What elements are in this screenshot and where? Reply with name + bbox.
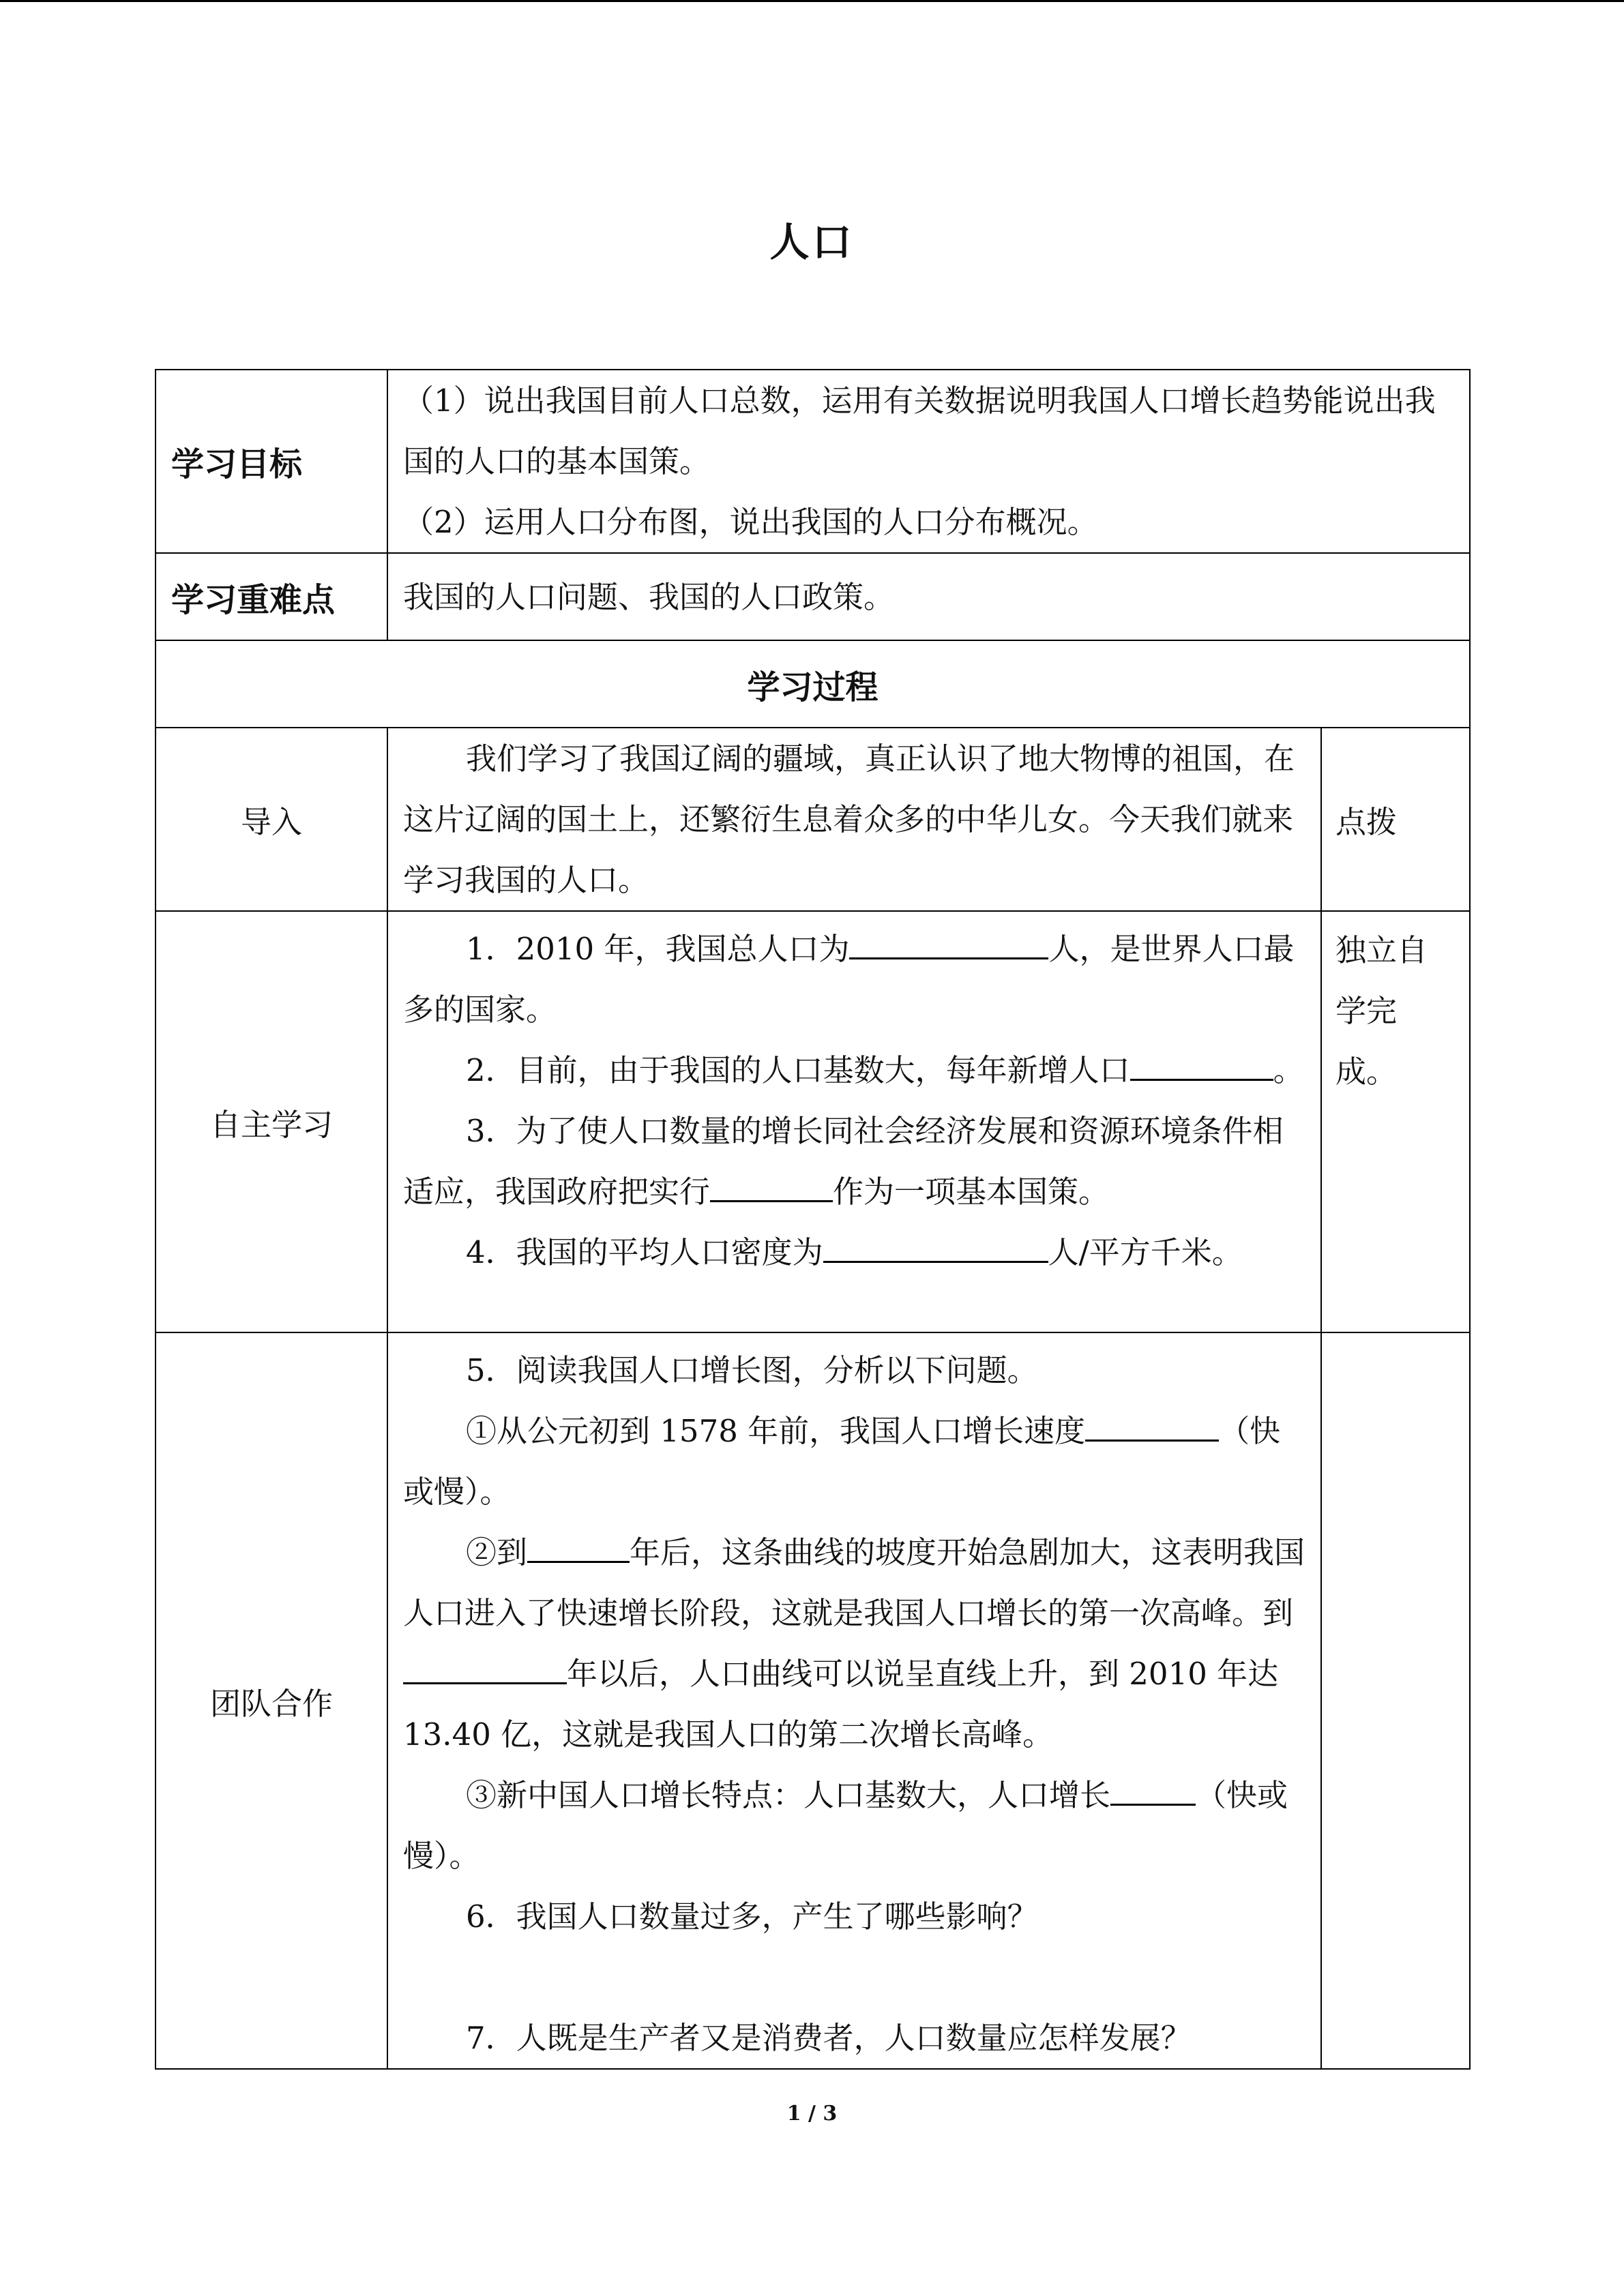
answer-blank-3[interactable]	[710, 1166, 833, 1202]
question-1	[403, 919, 1305, 1040]
question-1-end: 人，是世界人口最多的国家。	[403, 931, 1295, 1028]
question-5-3	[403, 1765, 1305, 1886]
answer-blank-5[interactable]	[1085, 1405, 1219, 1442]
question-5-1-end: （快或慢）。	[403, 1413, 1281, 1510]
page-top-border	[0, 0, 1624, 2]
question-5-2-end: 年以后，人口曲线可以说呈直线上升，到 2010 年达 13.40 亿，这就是我国人口的第二次增长高峰。	[403, 1656, 1279, 1753]
question-4-start: 4．我国的平均人口密度为	[466, 1234, 823, 1270]
question-2-start: 2．目前，由于我国的人口基数大，每年新增人口	[466, 1052, 1130, 1088]
teamwork-cell	[387, 1332, 1321, 2069]
question-2	[403, 1040, 1305, 1101]
self-study-label: 自主学习	[156, 911, 387, 1332]
keypoints-row	[156, 553, 1470, 640]
self-study-cell	[387, 911, 1321, 1332]
process-header: 学习过程	[156, 640, 1470, 728]
teamwork-label: 团队合作	[156, 1332, 387, 2069]
question-4-end: 人/平方千米。	[1048, 1234, 1243, 1270]
intro-text: 我们学习了我国辽阔的疆域，真正认识了地大物博的祖国，在这片辽阔的国土上，还繁衍生息着众多的中华儿女。今天我们就来学习我国的人口。	[403, 741, 1295, 898]
question-4	[403, 1222, 1305, 1283]
question-5-2	[403, 1522, 1305, 1765]
keypoints-header: 学习重难点	[156, 553, 387, 640]
intro-label: 导入	[156, 728, 387, 911]
answer-blank-7[interactable]	[403, 1648, 567, 1684]
objectives-header: 学习目标	[156, 370, 387, 553]
answer-blank-2[interactable]	[1130, 1045, 1273, 1081]
question-5-2-start: ②到	[466, 1534, 528, 1570]
objective-1: （1）说出我国目前人口总数，运用有关数据说明我国人口增长趋势能说出我国的人口的基本国策。	[403, 383, 1436, 479]
answer-space[interactable]	[403, 1947, 1305, 2008]
answer-blank-1[interactable]	[849, 923, 1048, 959]
question-2-end: 。	[1273, 1052, 1304, 1088]
objective-2: （2）运用人口分布图，说出我国的人口分布概况。	[403, 504, 1098, 540]
page-number: 1 / 3	[786, 2102, 838, 2126]
self-study-note: 独立自学完成。	[1321, 911, 1470, 1332]
question-3-end: 作为一项基本国策。	[833, 1174, 1110, 1210]
study-plan-table	[155, 369, 1471, 2070]
question-3-start: 3．为了使人口数量的增长同社会经济发展和资源环境条件相适应，我国政府把实行	[403, 1113, 1284, 1210]
teamwork-row	[156, 1332, 1470, 2069]
teamwork-note-cell	[1321, 1332, 1470, 2069]
keypoints-text: 我国的人口问题、我国的人口政策。	[387, 553, 1470, 640]
answer-blank-6[interactable]	[527, 1527, 630, 1563]
objectives-row	[156, 370, 1470, 553]
objectives-cell	[387, 370, 1470, 553]
question-5-2-middle: 年后，这条曲线的坡度开始急剧加大，这表明我国人口进入了快速增长阶段，这就是我国人口增长的第一次高峰。到	[403, 1534, 1305, 1631]
answer-blank-4[interactable]	[823, 1227, 1048, 1263]
self-study-row	[156, 911, 1470, 1332]
question-1-start: 1．2010 年，我国总人口为	[466, 931, 850, 967]
intro-cell	[387, 728, 1321, 911]
intro-row	[156, 728, 1470, 911]
question-5: 5．阅读我国人口增长图，分析以下问题。	[466, 1352, 1038, 1388]
question-5-1-start: ①从公元初到 1578 年前，我国人口增长速度	[466, 1413, 1086, 1449]
process-row	[156, 640, 1470, 728]
question-6: 6．我国人口数量过多，产生了哪些影响？	[466, 1898, 1038, 1935]
question-7: 7．人既是生产者又是消费者，人口数量应怎样发展？	[466, 2020, 1192, 2056]
question-5-1	[403, 1401, 1305, 1522]
question-5-3-start: ③新中国人口增长特点：人口基数大，人口增长	[466, 1777, 1111, 1813]
question-3	[403, 1101, 1305, 1222]
intro-note: 点拨	[1321, 728, 1470, 911]
page-title: 人口	[769, 219, 855, 265]
question-5-3-end: （快或慢）。	[403, 1777, 1288, 1874]
answer-blank-8[interactable]	[1110, 1770, 1196, 1806]
